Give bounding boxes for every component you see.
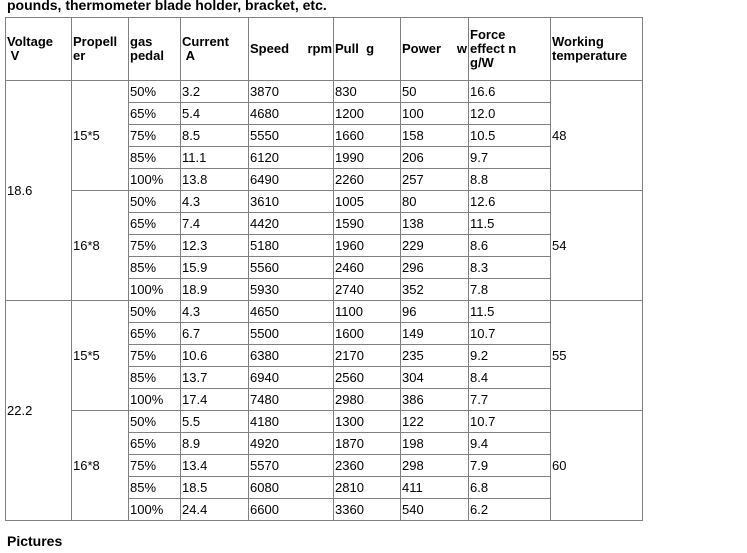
force-cell: 8.3 [469, 257, 551, 279]
current-cell: 4.3 [181, 191, 249, 213]
pull-cell: 1300 [334, 411, 401, 433]
pull-cell: 2170 [334, 345, 401, 367]
speed-cell: 4420 [249, 213, 334, 235]
pull-cell: 2460 [334, 257, 401, 279]
table-row [6, 191, 643, 213]
gas-cell: 50% [129, 411, 181, 433]
force-cell: 9.4 [469, 433, 551, 455]
current-cell: 13.4 [181, 455, 249, 477]
power-cell: 122 [401, 411, 469, 433]
gas-cell: 50% [129, 81, 181, 103]
power-cell: 80 [401, 191, 469, 213]
power-cell: 257 [401, 169, 469, 191]
power-cell: 411 [401, 477, 469, 499]
power-cell: 298 [401, 455, 469, 477]
current-cell: 11.1 [181, 147, 249, 169]
power-cell: 386 [401, 389, 469, 411]
gas-cell: 75% [129, 235, 181, 257]
motor-test-table [5, 17, 643, 521]
pull-cell: 1005 [334, 191, 401, 213]
current-cell: 8.5 [181, 125, 249, 147]
gas-cell: 100% [129, 279, 181, 301]
force-cell: 7.7 [469, 389, 551, 411]
header-speed: Speed rpm [249, 18, 334, 81]
header-force-effect: Force effect n g/W [469, 18, 551, 81]
propeller-cell: 15*5 [72, 301, 129, 411]
current-cell: 6.7 [181, 323, 249, 345]
gas-cell: 75% [129, 345, 181, 367]
header-voltage: Voltage V [6, 18, 72, 81]
power-cell: 198 [401, 433, 469, 455]
speed-cell: 3870 [249, 81, 334, 103]
pull-cell: 1660 [334, 125, 401, 147]
force-cell: 8.6 [469, 235, 551, 257]
force-cell: 12.6 [469, 191, 551, 213]
power-cell: 229 [401, 235, 469, 257]
speed-cell: 6600 [249, 499, 334, 521]
gas-cell: 65% [129, 213, 181, 235]
propeller-cell: 16*8 [72, 411, 129, 521]
force-cell: 9.2 [469, 345, 551, 367]
pictures-heading: Pictures [7, 533, 63, 549]
force-cell: 11.5 [469, 213, 551, 235]
gas-cell: 65% [129, 103, 181, 125]
temperature-cell: 54 [551, 191, 643, 301]
force-cell: 10.5 [469, 125, 551, 147]
header-working-temperature: Working temperature [551, 18, 643, 81]
header-current: Current A [181, 18, 249, 81]
pull-cell: 2980 [334, 389, 401, 411]
force-cell: 10.7 [469, 323, 551, 345]
header-row [6, 18, 643, 81]
power-cell: 352 [401, 279, 469, 301]
speed-cell: 6940 [249, 367, 334, 389]
speed-cell: 3610 [249, 191, 334, 213]
speed-cell: 4180 [249, 411, 334, 433]
table-row [6, 301, 643, 323]
current-cell: 8.9 [181, 433, 249, 455]
current-cell: 18.5 [181, 477, 249, 499]
pull-cell: 2360 [334, 455, 401, 477]
pull-cell: 1990 [334, 147, 401, 169]
pull-cell: 1590 [334, 213, 401, 235]
pull-cell: 1200 [334, 103, 401, 125]
voltage-cell: 18.6 [6, 81, 72, 301]
current-cell: 12.3 [181, 235, 249, 257]
pull-cell: 2810 [334, 477, 401, 499]
pull-cell: 2560 [334, 367, 401, 389]
gas-cell: 85% [129, 147, 181, 169]
pull-cell: 3360 [334, 499, 401, 521]
gas-cell: 100% [129, 389, 181, 411]
current-cell: 24.4 [181, 499, 249, 521]
header-power: Power w [401, 18, 469, 81]
temperature-cell: 55 [551, 301, 643, 411]
pull-cell: 830 [334, 81, 401, 103]
current-cell: 4.3 [181, 301, 249, 323]
power-cell: 304 [401, 367, 469, 389]
gas-cell: 65% [129, 433, 181, 455]
speed-cell: 4920 [249, 433, 334, 455]
table-row [6, 411, 643, 433]
header-gas-pedal: gas pedal [129, 18, 181, 81]
current-cell: 3.2 [181, 81, 249, 103]
force-cell: 8.8 [469, 169, 551, 191]
force-cell: 6.8 [469, 477, 551, 499]
speed-cell: 5500 [249, 323, 334, 345]
gas-cell: 85% [129, 477, 181, 499]
force-cell: 16.6 [469, 81, 551, 103]
power-cell: 100 [401, 103, 469, 125]
gas-cell: 100% [129, 499, 181, 521]
speed-cell: 4650 [249, 301, 334, 323]
speed-cell: 6080 [249, 477, 334, 499]
current-cell: 17.4 [181, 389, 249, 411]
power-cell: 158 [401, 125, 469, 147]
power-cell: 540 [401, 499, 469, 521]
gas-cell: 75% [129, 455, 181, 477]
current-cell: 13.8 [181, 169, 249, 191]
gas-cell: 85% [129, 257, 181, 279]
power-cell: 138 [401, 213, 469, 235]
speed-cell: 6490 [249, 169, 334, 191]
gas-cell: 75% [129, 125, 181, 147]
force-cell: 8.4 [469, 367, 551, 389]
force-cell: 6.2 [469, 499, 551, 521]
speed-cell: 5570 [249, 455, 334, 477]
speed-cell: 5930 [249, 279, 334, 301]
force-cell: 10.7 [469, 411, 551, 433]
force-cell: 7.8 [469, 279, 551, 301]
current-cell: 5.5 [181, 411, 249, 433]
pull-cell: 1100 [334, 301, 401, 323]
gas-cell: 50% [129, 191, 181, 213]
pull-cell: 2260 [334, 169, 401, 191]
power-cell: 206 [401, 147, 469, 169]
gas-cell: 85% [129, 367, 181, 389]
power-cell: 96 [401, 301, 469, 323]
intro-text: pounds, thermometer blade holder, bracket, etc. [7, 0, 327, 13]
current-cell: 18.9 [181, 279, 249, 301]
pull-cell: 2740 [334, 279, 401, 301]
power-cell: 149 [401, 323, 469, 345]
header-pull: Pull g [334, 18, 401, 81]
power-cell: 50 [401, 81, 469, 103]
power-cell: 296 [401, 257, 469, 279]
current-cell: 10.6 [181, 345, 249, 367]
gas-cell: 50% [129, 301, 181, 323]
propeller-cell: 16*8 [72, 191, 129, 301]
current-cell: 5.4 [181, 103, 249, 125]
temperature-cell: 48 [551, 81, 643, 191]
force-cell: 11.5 [469, 301, 551, 323]
pull-cell: 1870 [334, 433, 401, 455]
voltage-cell: 22.2 [6, 301, 72, 521]
temperature-cell: 60 [551, 411, 643, 521]
speed-cell: 6380 [249, 345, 334, 367]
speed-cell: 6120 [249, 147, 334, 169]
force-cell: 9.7 [469, 147, 551, 169]
header-propeller: Propell er [72, 18, 129, 81]
gas-cell: 65% [129, 323, 181, 345]
current-cell: 13.7 [181, 367, 249, 389]
power-cell: 235 [401, 345, 469, 367]
speed-cell: 5550 [249, 125, 334, 147]
force-cell: 7.9 [469, 455, 551, 477]
propeller-cell: 15*5 [72, 81, 129, 191]
table-row [6, 81, 643, 103]
speed-cell: 4680 [249, 103, 334, 125]
current-cell: 15.9 [181, 257, 249, 279]
current-cell: 7.4 [181, 213, 249, 235]
pull-cell: 1960 [334, 235, 401, 257]
pull-cell: 1600 [334, 323, 401, 345]
speed-cell: 7480 [249, 389, 334, 411]
force-cell: 12.0 [469, 103, 551, 125]
gas-cell: 100% [129, 169, 181, 191]
speed-cell: 5180 [249, 235, 334, 257]
speed-cell: 5560 [249, 257, 334, 279]
